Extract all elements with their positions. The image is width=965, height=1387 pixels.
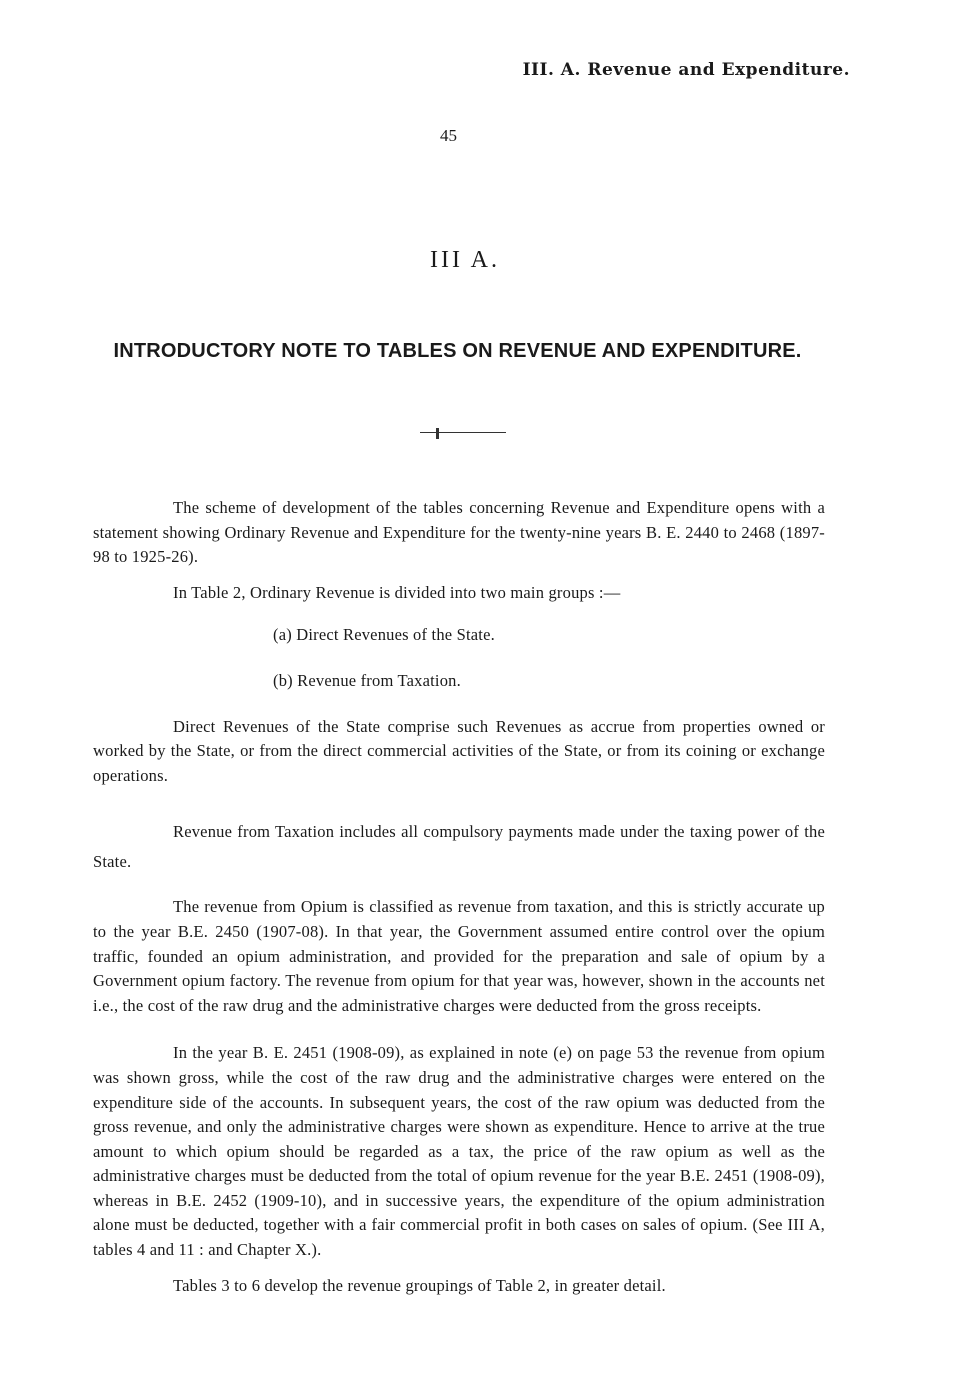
list-item-direct-revenues: (a) Direct Revenues of the State. xyxy=(273,625,495,645)
page-heading: INTRODUCTORY NOTE TO TABLES ON REVENUE AND EXPENDITURE. xyxy=(113,340,802,362)
body-text xyxy=(93,496,825,1298)
running-head: III. A. Revenue and Expenditure. xyxy=(522,60,850,80)
section-title: III A. xyxy=(430,247,500,273)
paragraph-year-2451: In the year B. E. 2451 (1908-09), as explained in note (e) on page 53 the revenue from opium was shown gross, while the cost of the raw drug and the administrative charges were entered on the expenditure side of the accounts. In subsequent years, the cost of the raw opium was deducted from the gross revenue, and only the administrative charges were shown as expenditure. Hence to arrive at the true amount to which opium should be regarded as a tax, the price of the raw opium as well as the administrative charges must be deducted from the total of opium revenue for the year B.E. 2451 (1908-09), whereas in B.E. 2452 (1909-10), and in successive years, the expenditure of the opium administration alone must be deducted, together with a fair commercial profit in both cases on sales of opium. (See III A, tables 4 and 11 : and Chapter X.). xyxy=(93,1043,825,1260)
decorative-rule-mark xyxy=(436,428,439,439)
paragraph-tables-3-6: Tables 3 to 6 develop the revenue groupings of Table 2, in greater detail. xyxy=(173,1275,666,1295)
list-item-revenue-taxation: (b) Revenue from Taxation. xyxy=(273,670,461,690)
decorative-rule xyxy=(420,432,506,433)
page-number: 45 xyxy=(440,126,457,145)
paragraph-direct-revenues: Direct Revenues of the State comprise such Revenues as accrue from properties owned or worked by the State, or from the direct commercial activities of the State, or from its coining or exchange operations. xyxy=(93,716,825,785)
paragraph-revenue-taxation: Revenue from Taxation includes all compulsory payments made under the taxing power of the State. xyxy=(93,822,825,872)
paragraph-table-2: In Table 2, Ordinary Revenue is divided into two main groups :— xyxy=(173,582,621,602)
paragraph-opium-revenue: The revenue from Opium is classified as revenue from taxation, and this is strictly accurate up to the year B.E. 2450 (1907-08). In that year, the Government assumed entire control over the opium traffic, founded an opium administration, and provided for the preparation and sale of opium by a Government opium factory. The revenue from opium for that year was, however, shown in the accounts net i.e., the cost of the raw drug and the administrative charges were deducted from the gross receipts. xyxy=(93,897,825,1015)
paragraph-scheme: The scheme of development of the tables concerning Revenue and Expenditure opens with a statement showing Ordinary Revenue and Expenditure for the twenty-nine years B. E. 2440 to 2468 (1897-98 to 1925-26). xyxy=(93,498,825,567)
